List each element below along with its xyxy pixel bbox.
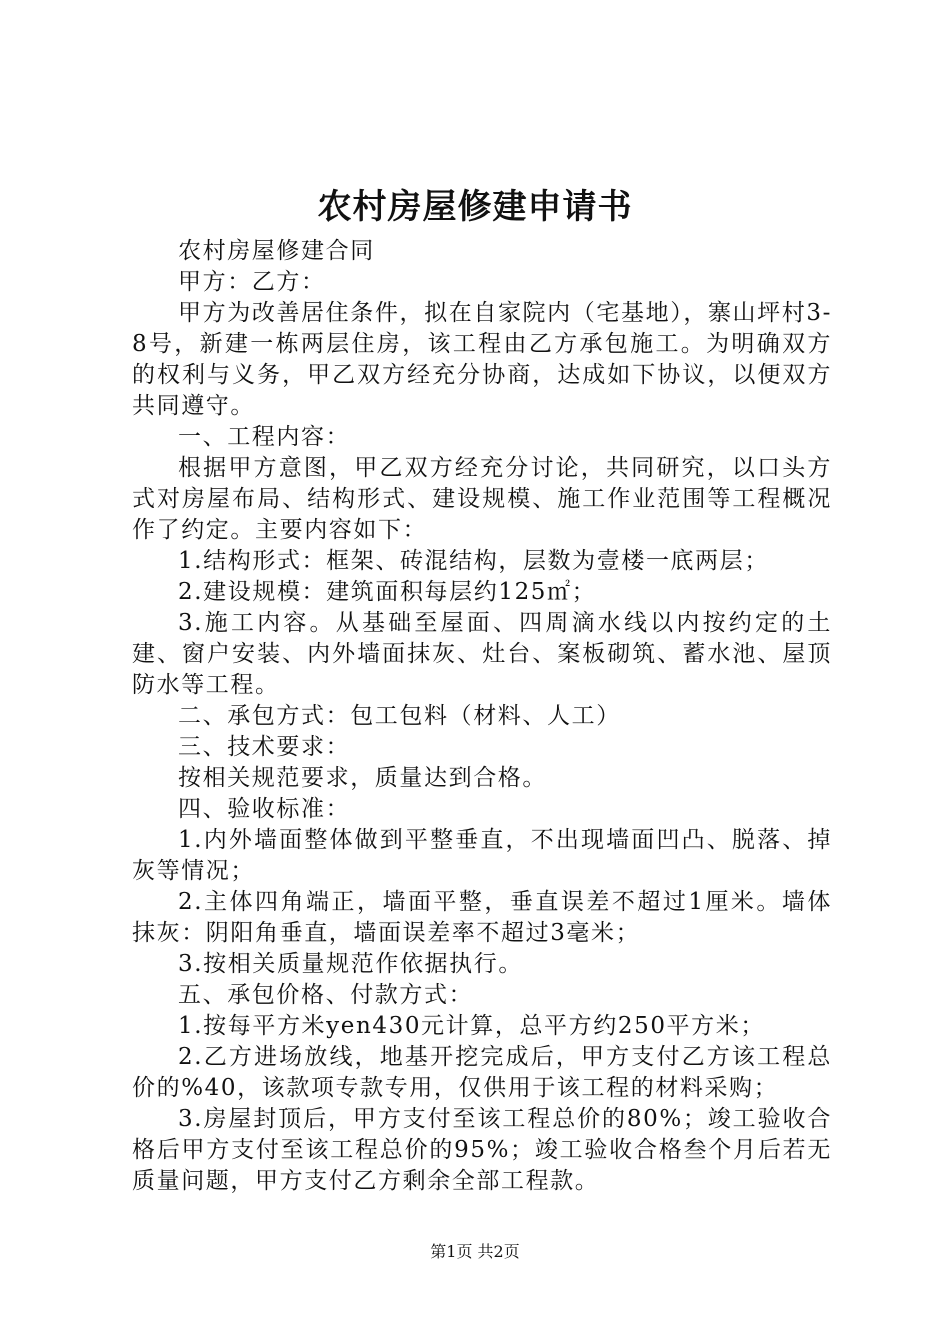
paragraph-parties: 甲方：乙方： [178, 269, 326, 295]
document-title: 农村房屋修建申请书 [317, 187, 633, 227]
list-item-wall-flatness: 1.内外墙面整体做到平整垂直，不出现墙面凹凸、脱落、掉灰等情况； [132, 827, 832, 884]
list-item-quality-standards: 3.按相关质量规范作依据执行。 [178, 951, 523, 977]
list-item-unit-price: 1.按每平方米yen430元计算，总平方约250平方米； [178, 1013, 765, 1039]
section-heading-acceptance-standards: 四、验收标准： [178, 796, 351, 822]
section-heading-technical-requirements: 三、技术要求： [178, 734, 351, 760]
list-item-construction-scope: 3.施工内容。从基础至屋面、四周滴水线以内按约定的土建、窗户安装、内外墙面抹灰、灶台、案板砌筑、蓄水池、屋顶防水等工程。 [132, 610, 832, 698]
list-item-structure: 1.结构形式：框架、砖混结构，层数为壹楼一底两层； [178, 548, 769, 574]
section-heading-project-content: 一、工程内容： [178, 424, 351, 450]
list-item-final-payments: 3.房屋封顶后，甲方支付至该工程总价的80%；竣工验收合格后甲方支付至该工程总价的95%；竣工验收合格叁个月后若无质量问题，甲方支付乙方剩余全部工程款。 [132, 1106, 832, 1194]
page-number-footer: 第1页 共2页 [430, 1242, 520, 1261]
paragraph-technical-requirements: 按相关规范要求，质量达到合格。 [178, 765, 547, 791]
paragraph-intro: 甲方为改善居住条件，拟在自家院内（宅基地），寨山坪村3-8号，新建一栋两层住房，该工程由乙方承包施工。为明确双方的权利与义务，甲乙双方经充分协商，达成如下协议，以便双方共同遵守。 [132, 300, 832, 419]
list-item-scale: 2.建设规模：建筑面积每层约125㎡； [178, 579, 597, 605]
section-heading-price-payment: 五、承包价格、付款方式： [178, 982, 474, 1008]
paragraph-project-overview: 根据甲方意图，甲乙双方经充分讨论，共同研究，以口头方式对房屋布局、结构形式、建设规模、施工作业范围等工程概况作了约定。主要内容如下： [132, 455, 832, 543]
list-item-first-payment: 2.乙方进场放线，地基开挖完成后，甲方支付乙方该工程总价的%40，该款项专款专用，仅供用于该工程的材料采购； [132, 1044, 832, 1101]
list-item-main-structure: 2.主体四角端正，墙面平整，垂直误差不超过1厘米。墙体抹灰：阴阳角垂直，墙面误差率不超过3毫米； [132, 889, 832, 946]
paragraph-contract-heading: 农村房屋修建合同 [178, 238, 375, 264]
section-heading-contract-method: 二、承包方式：包工包料（材料、人工） [178, 703, 621, 729]
document-body [132, 236, 832, 1197]
